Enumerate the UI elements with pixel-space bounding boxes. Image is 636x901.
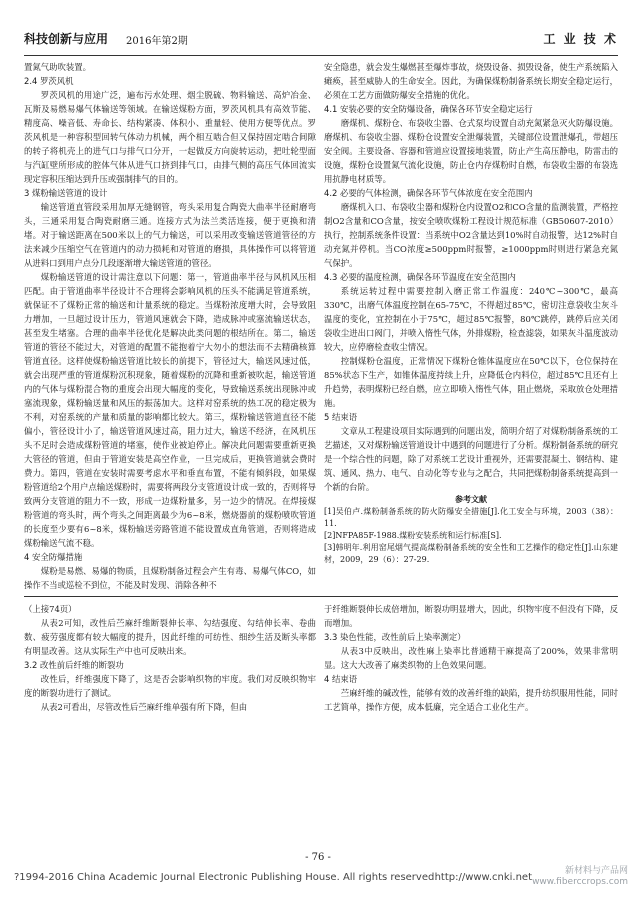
section-heading: 3.3 染色性能，改性前后上染率测定） [324, 632, 466, 642]
page-number: - 76 - [305, 852, 331, 863]
paragraph: 磨煤机入口、布袋收尘器和煤粉仓内设置O2和CO含量的监测装置，严格控制O2含量和CO含量，按安全喷吹煤粉工程设计规范标准（GB50607-2010）执行，控制系统条件设置：当系统中O2含量达到10%时自动报警，达12%时自动充氮并停机。当CO浓度≥500ppm时报警，≥1000ppm时则进行紧急充氮气保护。 [324, 202, 618, 268]
watermark-url: www.fiberccrops.com [532, 877, 628, 887]
journal-issue: 2016年第2期 [126, 36, 188, 47]
paragraph: 系统运转过程中需要控制入磨正常工作温度：240℃~300℃，最高330℃，出磨气体温度控制在65-75℃，不得超过85℃，密切注意袋收尘灰斗温度的变化，宜控制在小于75℃，超过85℃报警，80℃跳停，跳停后应关闭袋收尘进出口阀门，并喷入惰性气体，外排煤粉，检查滤袋，如果灰斗温度波动较大，应停磨检查收尘情况。 [324, 286, 618, 352]
paragraph: 从表3中反映出，改性麻上染率比普通精干麻提高了200%，效果非常明显。这大大改善了麻类织物的上色效果问题。 [324, 646, 618, 670]
reference-item: [1]吴伯卢.煤粉制备系统的防火防爆安全措施[J].化工安全与环境，2003（38）：11. [324, 507, 618, 528]
reference-item: [2]NFPA85F-1988.煤粉安装系统和运行标准[S]. [324, 531, 502, 540]
paragraph: 文章从工程建设项目实际遇到的问题出发，简明介绍了对煤粉制备系统的工艺描述，又对煤粉输送管道设计中遇到的问题进行了分析。煤粉制备系统的研究是一个综合性的问题，除了对系统工艺设计重视外，还需要混凝土、钢结构、建筑、通风、热力、电气、自动化等专业与之配合，共同把煤粉制备系统提高到一个新的台阶。 [324, 426, 618, 492]
paragraph: 改性后，纤维强度下降了，这是否会影响织物的牢度。我们对反映织物牢度的断裂功进行了测试。 [24, 674, 316, 698]
section-heading: 4.3 必要的温度检测，确保各环节温度在安全范围内 [324, 272, 516, 282]
paragraph: 从表2可看出，尽管改性后苎麻纤维单强有所下降，但由 [40, 702, 248, 712]
section-heading: 4 结束语 [324, 674, 358, 684]
references [324, 494, 618, 566]
paragraph: 煤粉是易燃、易爆的物质，且煤粉制备过程会产生有毒、易爆气体CO，如操作不当或巡检不到位，不能及时发现、消除各种不 [24, 566, 316, 590]
section-heading: 3 煤粉输送管道的设计 [24, 188, 108, 198]
continuation-note: （上接74页） [24, 604, 77, 614]
paragraph: 煤粉输送管道的设计需注意以下问题：第一，管道曲率半径与风机风压相匹配。由于管道曲率半径设计不合理将会影响风机的压头不能满足管道系统，就保证不了煤粉正常的输送和计量系统的稳定。当煤粉浓度增大时，会导致阻力增加，一旦超过设计压力，管道风速就会下降，造成脉冲或塞流输送状态，甚至发生堵塞。合理的曲率半径优化是解决此类问题的根结所在。第二，输送管道的管径不能过大，对管道的配置不能抱着宁大勿小的想法而不去精确核算管道直径。这样使煤粉输送管道比较长的前提下，管径过大，输送风速过低，就会出现严重的管道煤粉沉积现象，随着煤粉的沉降和重新被吹起，输送管道内的气体与煤粉混合物的重度会出现大幅度的变化，导致输送系统出现脉冲或塞流现象，煤粉输送量和风压的振荡加大。这样对窑系统的热工况的稳定极为不利，对窑系统的产量和质量的影响都比较大。第三，煤粉输送管道直径不能偏小，管径设计小了，输送管道风速过高，阻力过大，输送不经济，在风机压头不足时会造成煤粉管道的堵塞，使作业被迫停止。解决此问题需要重新更换大管径的管道，但由于管道安装是高空作业，一旦完成后，更换管道就会费时费力。第四，管道在安装时需要考虑水平和垂直布置，不能有倾斜段，如果煤粉管道给2个用户点输送煤粉时，需要将两段分支管道设计成一致的，否则将导致两分支管道的阻力不一致，形成一边煤粉量多，另一边少的情况。在焊接煤粉管道的弯头时，两个弯头之间距离最少为6~8米，燃烧器前的煤粉喷吹管道的长度至少要有6~8米，煤粉输送旁路管道不能设置成直角管道，否则将造成煤粉输送气流不稳。 [24, 272, 316, 548]
paragraph: 磨煤机、煤粉仓、布袋收尘器、仓式泵均设置自动充氮紧急灭火防爆设施。磨煤机、布袋收尘器、煤粉仓设置安全泄爆装置，关键部位设置泄爆孔，带超压安全阀。主要设备、容器和管道应设置接地装置，防止产生高压静电，防雷击的设施，煤粉仓设置氮气流化设施，防止仓内存煤粉时自燃，布袋收尘器的布袋选用抗静电材质等。 [324, 118, 618, 184]
divider-rule [24, 596, 618, 597]
paragraph: 苎麻纤维的碱改性，能够有效的改善纤维的缺陷，提升纺织服用性能，同时工艺简单，操作方便，成本低廉，完全适合工业化生产。 [324, 688, 618, 712]
section-heading: 4.2 必要的气体检测，确保各环节气体浓度在安全范围内 [324, 188, 533, 198]
bottom-right-column [324, 602, 618, 846]
bottom-left-column [24, 602, 316, 846]
journal-name: 科技创新与应用 [24, 32, 109, 46]
footer-copyright: ?1994-2016 China Academic Journal Electronic Publishing House. All rights reserved. [14, 872, 438, 883]
section-heading: 3.2 改性前后纤维的断裂功 [24, 660, 124, 670]
left-column [24, 60, 316, 592]
section-heading: 5 结束语 [324, 412, 358, 422]
reference-item: [3]韩明年.利用窑尾烟气提高煤粉制备系统的安全性和工艺操作的稳定性[J].山东建材，2009，29（6）：27-29. [324, 543, 618, 564]
paragraph: 罗茨风机的用途广泛，遍布污水处理、烟尘脱硫、物料输送、高炉冶金、瓦斯及易燃易爆气体输送等领域。在输送煤粉方面，罗茨风机具有高效节能、精度高、噪音低、寿命长、结构紧凑、体积小、重量轻、使用方便等优点。罗茨风机是一种容积型回转气体动力机械，两个相互啮合但又保持固定啮合间隙的转子将机壳上的进气口与排气口分开，一起做反方向旋转运动，把吐轮型面与汽缸壁所形成的腔体气体从进气口挤到排气口，由排气侧的高压气体回流实现定容积压缩达到升压或强制排气的目的。 [24, 90, 316, 184]
watermark-title: 新材料与产品网 [564, 866, 628, 876]
right-column [324, 60, 618, 592]
paragraph: 输送管道直管段采用加厚无缝钢管，弯头采用复合陶瓷大曲率半径耐磨弯头，三通采用复合陶瓷耐磨三通。连接方式为法兰类活连接，便于更换和清堵。对于输送距离在500米以上的气力输送，可以采用改变输送管道管径的方法来减少压缩空气在管道内的动力损耗和对管道的磨损，具体操作可以将管道从进料口到用户点分几段逐渐增大输送管道的管径。 [24, 202, 316, 268]
paragraph: 于纤维断裂伸长成倍增加，断裂功明显增大，因此，织物牢度不但没有下降，反而增加。 [324, 604, 618, 628]
section-heading: 2.4 罗茨风机 [24, 76, 74, 86]
watermark [532, 866, 628, 888]
page-header [24, 30, 618, 54]
paragraph: 从表2可知，改性后苎麻纤维断裂伸长率、勾结强度、勾结伸长率、卷曲数、疲劳强度都有较大幅度的提升，因此纤维的可纺性、细纱生活及断头率都有明显改善。这从实际生产中也可反映出来。 [24, 618, 316, 656]
header-rule [24, 55, 618, 56]
paragraph: 安全隐患，就会发生爆燃甚至爆炸事故，烧毁设备、损毁设备，使生产系统陷入瘫痪，甚至威胁人的生命安全。因此，为确保煤粉制备系统长期安全稳定运行，必须在工艺方面做防爆安全措施的优化。 [324, 62, 618, 100]
section-title: 工 业 技 术 [543, 32, 618, 46]
footer [14, 872, 622, 883]
references-title: 参考文献 [455, 495, 487, 504]
paragraph: 控制煤粉仓温度，正常情况下煤粉仓锥体温度应在50℃以下，仓位保持在85%状态下生产，如锥体温度持续上升，应降低仓内料位，超过85℃且还有上升趋势，表明煤粉已经自燃，应立即喷入惰性气体，阻止燃烧，采取放仓处理措施。 [324, 356, 618, 408]
paragraph: 置氮气助吹装置。 [24, 62, 91, 72]
footer-url[interactable]: http://www.cnki.net [434, 872, 532, 883]
section-heading: 4 安全防爆措施 [24, 552, 83, 562]
section-heading: 4.1 安装必要的安全防爆设备，确保各环节安全稳定运行 [324, 104, 533, 114]
